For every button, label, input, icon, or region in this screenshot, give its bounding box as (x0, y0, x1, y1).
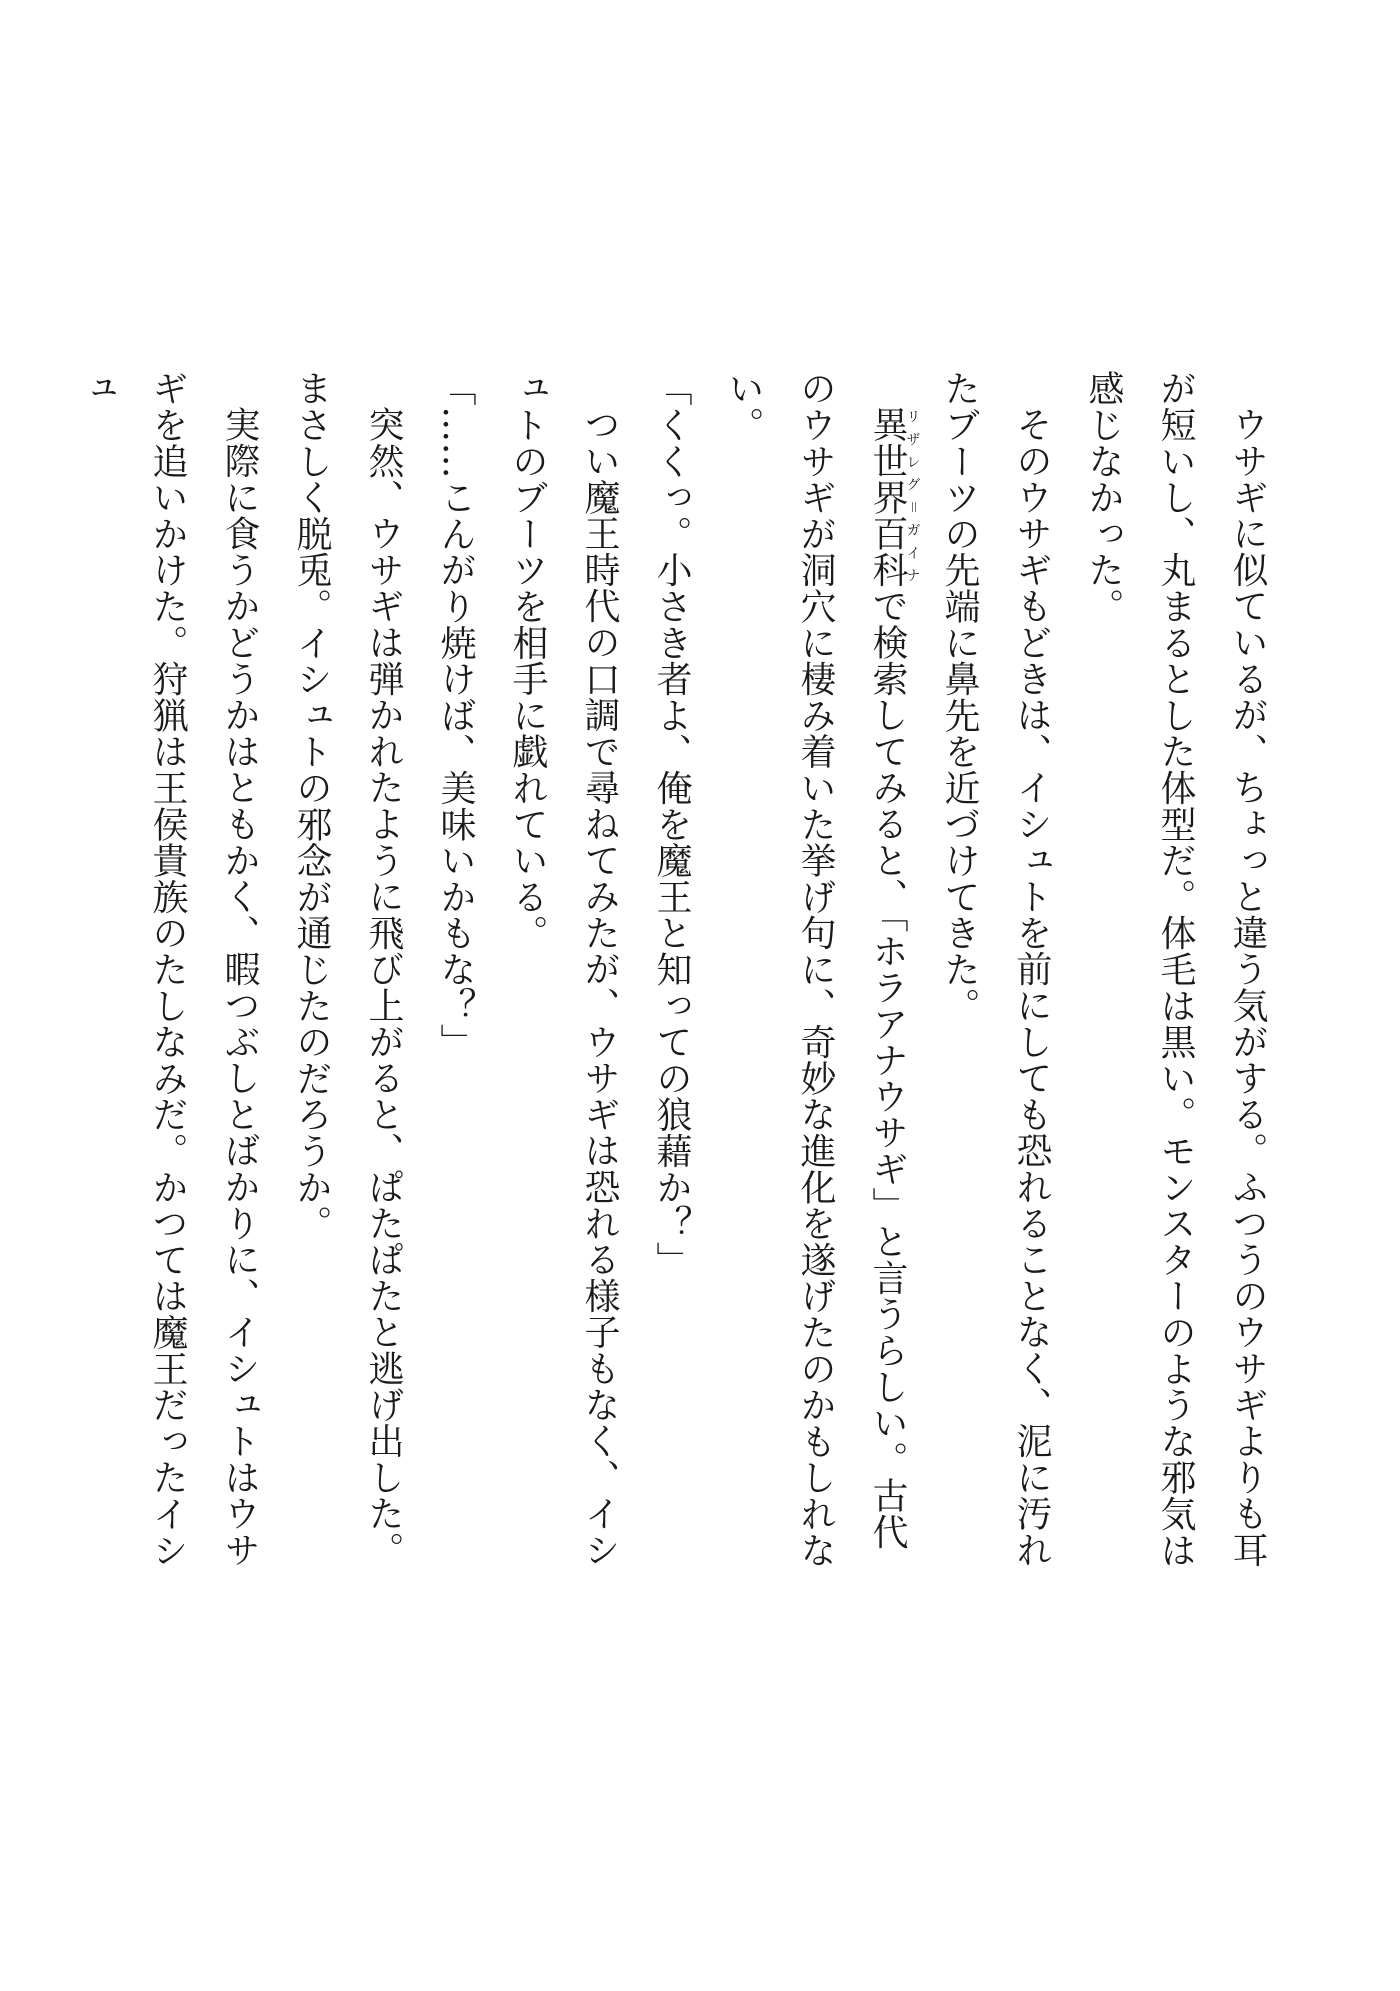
vertical-body-text (59, 370, 1283, 1570)
dialogue-paragraph: 「くくっ。小さき者よ、俺を魔王と知っての狼藉か？」 (651, 370, 692, 1278)
paragraph: 突然、ウサギは弾かれたように飛び上がると、ぱたぱたと逃げ出した。まさしく脱兎。イシュトの邪念が通じたのだろうか。 (291, 370, 404, 1568)
paragraph-text: で検索してみると、「ホラアナウサギ」と言うらしい。古代のウサギが洞穴に棲み着いた挙げ句に、奇妙な進化を遂げたのかもしれない。 (723, 370, 908, 1568)
ruby-reading: リザレグ＝ガイナ (904, 406, 921, 588)
paragraph: そのウサギもどきは、イシュトを前にしても恐れることなく、泥に汚れたブーツの先端に鼻先を近づけてきた。 (939, 370, 1052, 1568)
paragraph-with-ruby (707, 370, 923, 1570)
paragraph: 実際に食うかどうかはともかく、暇つぶしとばかりに、イシュトはウサギを追いかけた。狩猟は王侯貴族のたしなみだ。かつては魔王だったイシュ (75, 370, 260, 1568)
paragraph: ウサギに似ているが、ちょっと違う気がする。ふつうのウサギよりも耳が短いし、丸まるとした体型だ。体毛は黒い。モンスターのような邪気は感じなかった。 (1083, 370, 1268, 1568)
ruby-base: 異世界百科 (867, 406, 908, 588)
dialogue-paragraph: 「……こんがり焼けば、美味いかもな？」 (435, 370, 476, 1060)
ruby-annotation (867, 406, 921, 588)
paragraph: つい魔王時代の口調で尋ねてみたが、ウサギは恐れる様子もなく、イシュトのブーツを相手に戯れている。 (507, 370, 620, 1568)
